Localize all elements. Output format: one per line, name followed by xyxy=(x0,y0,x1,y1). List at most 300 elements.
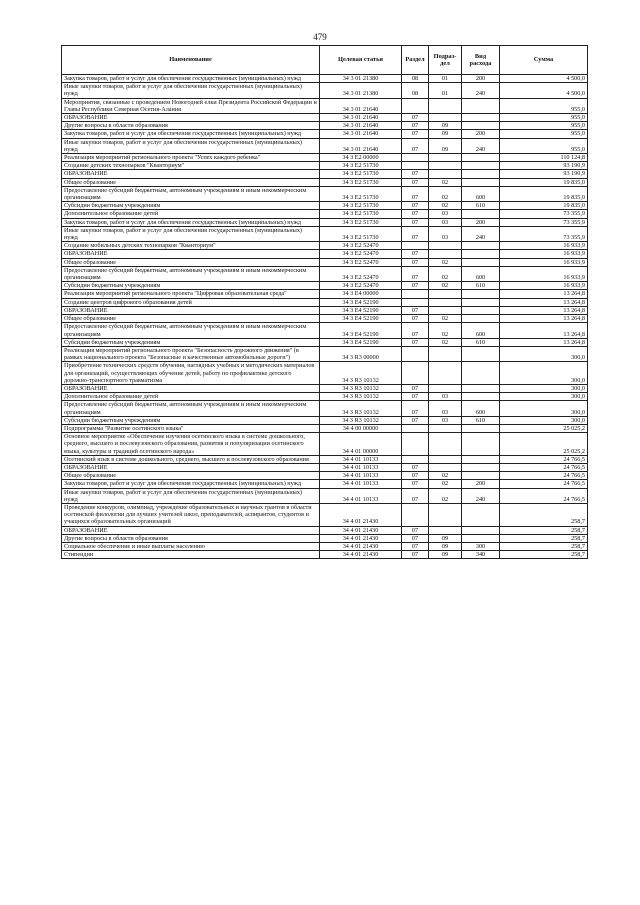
table-row xyxy=(62,526,588,534)
table-row xyxy=(62,122,588,130)
row-sum: 16 933,9 xyxy=(500,258,588,266)
row-target-article: 34 3 E2 51730 xyxy=(320,186,402,201)
row-section: 07 xyxy=(402,480,429,488)
row-target-article: 34 3 E2 51730 xyxy=(320,218,402,226)
row-expense-type xyxy=(462,162,500,170)
row-target-article: 34 4 01 00000 xyxy=(320,433,402,456)
table-row xyxy=(62,542,588,550)
table-row xyxy=(62,178,588,186)
row-section xyxy=(402,162,429,170)
row-subsection xyxy=(429,433,462,456)
row-expense-type xyxy=(462,526,500,534)
row-expense-type xyxy=(462,534,500,542)
row-section: 07 xyxy=(402,338,429,346)
row-section: 07 xyxy=(402,266,429,281)
row-expense-type xyxy=(462,98,500,113)
row-sum: 24 766,5 xyxy=(500,455,588,463)
row-section: 07 xyxy=(402,178,429,186)
row-target-article: 34 4 01 10133 xyxy=(320,463,402,471)
row-sum: 24 766,5 xyxy=(500,480,588,488)
row-target-article: 34 4 01 21430 xyxy=(320,526,402,534)
row-subsection: 03 xyxy=(429,218,462,226)
row-expense-type: 610 xyxy=(462,202,500,210)
row-sum: 955,0 xyxy=(500,122,588,130)
table-row xyxy=(62,433,588,456)
row-section: 07 xyxy=(402,186,429,201)
row-expense-type xyxy=(462,114,500,122)
row-name: Общее образование xyxy=(62,258,320,266)
row-expense-type: 240 xyxy=(462,138,500,153)
row-sum: 24 766,5 xyxy=(500,463,588,471)
table-row xyxy=(62,266,588,281)
row-expense-type xyxy=(462,122,500,130)
table-row xyxy=(62,186,588,201)
row-name: Создание центров цифрового образования детей xyxy=(62,298,320,306)
table-row xyxy=(62,503,588,526)
row-subsection: 03 xyxy=(429,416,462,424)
row-expense-type xyxy=(462,472,500,480)
row-section: 07 xyxy=(402,551,429,559)
row-section: 07 xyxy=(402,122,429,130)
row-subsection: 01 xyxy=(429,75,462,83)
row-target-article: 34 3 01 21640 xyxy=(320,98,402,113)
row-name: Иные закупки товаров, работ и услуг для обеспечения государственных (муниципальных) нужд xyxy=(62,488,320,503)
row-section xyxy=(402,346,429,361)
row-section: 07 xyxy=(402,258,429,266)
row-expense-type xyxy=(462,258,500,266)
table-row xyxy=(62,170,588,178)
row-expense-type xyxy=(462,315,500,323)
row-section xyxy=(402,503,429,526)
row-name: Предоставление субсидий бюджетным, автономным учреждениям и иным некоммерческим организациям xyxy=(62,266,320,281)
table-row xyxy=(62,290,588,298)
row-section xyxy=(402,98,429,113)
row-name: Дополнительное образование детей xyxy=(62,393,320,401)
row-expense-type: 200 xyxy=(462,218,500,226)
row-target-article: 34 4 01 21430 xyxy=(320,534,402,542)
row-subsection xyxy=(429,346,462,361)
row-sum: 93 190,9 xyxy=(500,162,588,170)
row-subsection xyxy=(429,298,462,306)
row-name: Реализация мероприятий регионального проекта "Безопасность дорожного движения" (в рамках национального проекта "Безопасные и качественные автомобильные дороги") xyxy=(62,346,320,361)
row-name: Подпрограмма "Развитие осетинского языка" xyxy=(62,424,320,432)
row-sum: 300,0 xyxy=(500,346,588,361)
row-name: Закупка товаров, работ и услуг для обеспечения государственных (муниципальных) нужд xyxy=(62,130,320,138)
table-row xyxy=(62,463,588,471)
row-name: ОБРАЗОВАНИЕ xyxy=(62,384,320,392)
row-subsection xyxy=(429,250,462,258)
row-name: Закупка товаров, работ и услуг для обеспечения государственных (муниципальных) нужд xyxy=(62,480,320,488)
row-subsection: 02 xyxy=(429,488,462,503)
row-subsection: 02 xyxy=(429,472,462,480)
row-section xyxy=(402,290,429,298)
row-expense-type: 600 xyxy=(462,323,500,338)
row-name: ОБРАЗОВАНИЕ xyxy=(62,306,320,314)
row-sum: 300,0 xyxy=(500,393,588,401)
row-subsection: 01 xyxy=(429,83,462,98)
row-sum: 258,7 xyxy=(500,551,588,559)
row-name: Субсидии бюджетным учреждениям xyxy=(62,338,320,346)
row-name: Субсидии бюджетным учреждениям xyxy=(62,202,320,210)
row-name: Приобретение технических средств обучения, наглядных учебных и методических материалов для организаций, осуществляющих обучение детей, работу по профилактике детского дорожно-транспортного травматизма xyxy=(62,362,320,385)
row-target-article: 34 3 E2 00000 xyxy=(320,154,402,162)
row-expense-type: 600 xyxy=(462,401,500,416)
row-target-article: 34 3 E2 52470 xyxy=(320,282,402,290)
row-name: ОБРАЗОВАНИЕ xyxy=(62,526,320,534)
table-header-row xyxy=(62,46,588,75)
row-target-article: 34 3 R3 10132 xyxy=(320,416,402,424)
row-target-article: 34 3 E2 52470 xyxy=(320,266,402,281)
row-sum: 258,7 xyxy=(500,503,588,526)
row-subsection: 02 xyxy=(429,202,462,210)
table-row xyxy=(62,202,588,210)
row-target-article: 34 3 E2 51730 xyxy=(320,178,402,186)
row-name: Осетинский язык в системе дошкольного, среднего, высшего и послевузовского образования xyxy=(62,455,320,463)
header-expense-type: Вид расхода xyxy=(462,46,500,75)
row-sum: 13 264,8 xyxy=(500,306,588,314)
row-sum: 258,7 xyxy=(500,534,588,542)
row-sum: 4 500,0 xyxy=(500,75,588,83)
row-sum: 300,0 xyxy=(500,401,588,416)
row-name: Общее образование xyxy=(62,178,320,186)
row-sum: 16 933,9 xyxy=(500,266,588,281)
row-expense-type xyxy=(462,424,500,432)
table-row xyxy=(62,416,588,424)
row-section xyxy=(402,424,429,432)
row-subsection: 02 xyxy=(429,178,462,186)
row-subsection xyxy=(429,455,462,463)
row-name: Создание детских технопарков "Кванториум" xyxy=(62,162,320,170)
row-expense-type xyxy=(462,178,500,186)
row-expense-type xyxy=(462,242,500,250)
row-sum: 19 835,0 xyxy=(500,178,588,186)
table-row xyxy=(62,424,588,432)
table-row xyxy=(62,75,588,83)
row-expense-type xyxy=(462,154,500,162)
row-target-article: 34 3 E4 52190 xyxy=(320,298,402,306)
row-section xyxy=(402,298,429,306)
table-body xyxy=(62,75,588,559)
header-name: Наименование xyxy=(62,46,320,75)
row-section: 07 xyxy=(402,401,429,416)
row-expense-type xyxy=(462,170,500,178)
row-sum: 300,0 xyxy=(500,416,588,424)
row-target-article: 34 4 00 00000 xyxy=(320,424,402,432)
row-name: Другие вопросы в области образования xyxy=(62,534,320,542)
row-expense-type xyxy=(462,250,500,258)
row-subsection xyxy=(429,154,462,162)
row-section: 07 xyxy=(402,472,429,480)
row-subsection: 09 xyxy=(429,534,462,542)
row-expense-type: 240 xyxy=(462,226,500,241)
row-target-article: 34 3 01 21640 xyxy=(320,130,402,138)
row-name: Мероприятия, связанные с проведением Новогодней елки Президента Российской Федерации и Главы Республики Северная Осетия-Алания xyxy=(62,98,320,113)
table-row xyxy=(62,306,588,314)
row-subsection: 09 xyxy=(429,138,462,153)
row-section: 07 xyxy=(402,130,429,138)
table-row xyxy=(62,98,588,113)
table-row xyxy=(62,242,588,250)
row-name: ОБРАЗОВАНИЕ xyxy=(62,170,320,178)
table-row xyxy=(62,250,588,258)
row-subsection xyxy=(429,114,462,122)
row-expense-type: 610 xyxy=(462,338,500,346)
row-subsection: 02 xyxy=(429,323,462,338)
row-section: 07 xyxy=(402,526,429,534)
row-target-article: 34 4 01 21430 xyxy=(320,503,402,526)
header-target-article: Целевая статья xyxy=(320,46,402,75)
row-subsection: 03 xyxy=(429,401,462,416)
row-sum: 16 933,9 xyxy=(500,242,588,250)
row-expense-type: 600 xyxy=(462,186,500,201)
table-row xyxy=(62,162,588,170)
row-section: 07 xyxy=(402,210,429,218)
row-name: Другие вопросы в области образования xyxy=(62,122,320,130)
row-section: 07 xyxy=(402,323,429,338)
row-subsection xyxy=(429,503,462,526)
row-name: Предоставление субсидий бюджетным, автономным учреждениям и иным некоммерческим организациям xyxy=(62,401,320,416)
row-subsection xyxy=(429,290,462,298)
row-subsection: 02 xyxy=(429,186,462,201)
row-expense-type xyxy=(462,210,500,218)
table-row xyxy=(62,298,588,306)
table-row xyxy=(62,346,588,361)
row-name: Реализация мероприятий регионального проекта "Успех каждого ребенка" xyxy=(62,154,320,162)
row-sum: 93 190,9 xyxy=(500,170,588,178)
row-name: ОБРАЗОВАНИЕ xyxy=(62,114,320,122)
row-sum: 300,0 xyxy=(500,362,588,385)
table-row xyxy=(62,218,588,226)
row-name: Субсидии бюджетным учреждениям xyxy=(62,416,320,424)
row-target-article: 34 3 E2 51730 xyxy=(320,162,402,170)
row-subsection xyxy=(429,362,462,385)
row-section: 07 xyxy=(402,463,429,471)
row-section: 08 xyxy=(402,83,429,98)
row-subsection xyxy=(429,162,462,170)
row-expense-type xyxy=(462,463,500,471)
row-section: 07 xyxy=(402,393,429,401)
row-subsection xyxy=(429,98,462,113)
table-row xyxy=(62,138,588,153)
row-name: ОБРАЗОВАНИЕ xyxy=(62,250,320,258)
row-sum: 13 264,8 xyxy=(500,338,588,346)
table-row xyxy=(62,130,588,138)
table-row xyxy=(62,488,588,503)
row-target-article: 34 3 E2 52470 xyxy=(320,250,402,258)
row-section xyxy=(402,242,429,250)
table-row xyxy=(62,282,588,290)
row-name: Общее образование xyxy=(62,472,320,480)
row-section: 07 xyxy=(402,138,429,153)
table-row xyxy=(62,154,588,162)
table-row xyxy=(62,455,588,463)
row-section: 07 xyxy=(402,384,429,392)
row-target-article: 34 3 E2 52470 xyxy=(320,258,402,266)
row-sum: 13 264,8 xyxy=(500,298,588,306)
row-sum: 25 025,2 xyxy=(500,424,588,432)
row-target-article: 34 3 R3 10132 xyxy=(320,401,402,416)
row-name: Создание мобильных детских технопарков "Кванториум" xyxy=(62,242,320,250)
row-sum: 24 766,5 xyxy=(500,488,588,503)
row-sum: 73 355,9 xyxy=(500,210,588,218)
row-subsection: 02 xyxy=(429,315,462,323)
row-sum: 19 835,0 xyxy=(500,202,588,210)
row-section: 07 xyxy=(402,282,429,290)
row-sum: 24 766,5 xyxy=(500,472,588,480)
row-subsection xyxy=(429,242,462,250)
row-name: Стипендии xyxy=(62,551,320,559)
row-subsection: 02 xyxy=(429,282,462,290)
row-expense-type xyxy=(462,393,500,401)
header-section: Раздел xyxy=(402,46,429,75)
row-target-article: 34 3 E4 52190 xyxy=(320,315,402,323)
table-row xyxy=(62,472,588,480)
row-section: 07 xyxy=(402,202,429,210)
row-expense-type xyxy=(462,433,500,456)
table-row xyxy=(62,258,588,266)
row-target-article: 34 3 E4 52190 xyxy=(320,338,402,346)
row-subsection: 03 xyxy=(429,210,462,218)
table-row xyxy=(62,393,588,401)
row-target-article: 34 3 R3 10132 xyxy=(320,384,402,392)
row-expense-type: 600 xyxy=(462,266,500,281)
table-row xyxy=(62,384,588,392)
row-target-article: 34 3 R3 10132 xyxy=(320,362,402,385)
row-subsection: 02 xyxy=(429,338,462,346)
row-section: 07 xyxy=(402,315,429,323)
row-section: 07 xyxy=(402,306,429,314)
row-sum: 16 933,9 xyxy=(500,250,588,258)
table-row xyxy=(62,338,588,346)
row-name: Реализация мероприятий регионального проекта "Цифровая образовательная среда" xyxy=(62,290,320,298)
row-sum: 13 264,8 xyxy=(500,315,588,323)
table-row xyxy=(62,551,588,559)
row-section xyxy=(402,362,429,385)
row-target-article: 34 3 E2 51730 xyxy=(320,202,402,210)
row-subsection xyxy=(429,526,462,534)
row-subsection: 09 xyxy=(429,122,462,130)
row-target-article: 34 3 E4 52190 xyxy=(320,323,402,338)
table-row xyxy=(62,210,588,218)
row-sum: 19 835,0 xyxy=(500,186,588,201)
row-expense-type: 200 xyxy=(462,480,500,488)
row-subsection: 03 xyxy=(429,226,462,241)
row-subsection: 02 xyxy=(429,266,462,281)
row-subsection xyxy=(429,306,462,314)
row-expense-type xyxy=(462,384,500,392)
page-number: 479 xyxy=(313,32,327,42)
row-subsection: 02 xyxy=(429,258,462,266)
row-sum: 955,0 xyxy=(500,114,588,122)
row-expense-type xyxy=(462,306,500,314)
row-target-article: 34 3 R3 10132 xyxy=(320,393,402,401)
budget-table xyxy=(61,45,588,559)
row-target-article: 34 4 01 21430 xyxy=(320,542,402,550)
row-expense-type: 300 xyxy=(462,542,500,550)
row-target-article: 34 3 01 21380 xyxy=(320,83,402,98)
table-row xyxy=(62,362,588,385)
row-sum: 13 264,8 xyxy=(500,323,588,338)
row-expense-type xyxy=(462,455,500,463)
row-name: Иные закупки товаров, работ и услуг для обеспечения государственных (муниципальных) нужд xyxy=(62,138,320,153)
row-section: 08 xyxy=(402,75,429,83)
row-name: Иные закупки товаров, работ и услуг для обеспечения государственных (муниципальных) нужд xyxy=(62,226,320,241)
table-row xyxy=(62,226,588,241)
row-sum: 16 933,9 xyxy=(500,282,588,290)
row-subsection: 09 xyxy=(429,130,462,138)
row-section xyxy=(402,433,429,456)
row-target-article: 34 3 01 21640 xyxy=(320,114,402,122)
row-expense-type: 610 xyxy=(462,282,500,290)
row-subsection xyxy=(429,384,462,392)
row-expense-type: 240 xyxy=(462,83,500,98)
row-name: Закупка товаров, работ и услуг для обеспечения государственных (муниципальных) нужд xyxy=(62,218,320,226)
table-row xyxy=(62,534,588,542)
row-target-article: 34 4 01 10133 xyxy=(320,472,402,480)
row-target-article: 34 3 E2 51730 xyxy=(320,226,402,241)
row-section xyxy=(402,455,429,463)
row-subsection: 03 xyxy=(429,393,462,401)
header-subsection: Подраз- дел xyxy=(429,46,462,75)
row-target-article: 34 4 01 10133 xyxy=(320,488,402,503)
row-section: 07 xyxy=(402,534,429,542)
row-sum: 25 025,2 xyxy=(500,433,588,456)
row-target-article: 34 3 E2 51730 xyxy=(320,210,402,218)
row-target-article: 34 3 01 21640 xyxy=(320,138,402,153)
row-target-article: 34 3 E4 52190 xyxy=(320,306,402,314)
row-section: 07 xyxy=(402,542,429,550)
header-sum: Сумма xyxy=(500,46,588,75)
row-sum: 4 500,0 xyxy=(500,83,588,98)
row-expense-type: 200 xyxy=(462,75,500,83)
row-expense-type: 340 xyxy=(462,551,500,559)
table-row xyxy=(62,323,588,338)
table-row xyxy=(62,401,588,416)
row-name: Закупка товаров, работ и услуг для обеспечения государственных (муниципальных) нужд xyxy=(62,75,320,83)
row-target-article: 34 3 E4 00000 xyxy=(320,290,402,298)
row-target-article: 34 3 E2 51730 xyxy=(320,170,402,178)
row-name: Общее образование xyxy=(62,315,320,323)
row-target-article: 34 4 01 10133 xyxy=(320,455,402,463)
row-section: 07 xyxy=(402,218,429,226)
row-name: Иные закупки товаров, работ и услуг для обеспечения государственных (муниципальных) нужд xyxy=(62,83,320,98)
row-sum: 955,0 xyxy=(500,130,588,138)
row-name: Субсидии бюджетным учреждениям xyxy=(62,282,320,290)
row-section: 07 xyxy=(402,416,429,424)
row-subsection xyxy=(429,424,462,432)
row-subsection: 09 xyxy=(429,542,462,550)
row-sum: 300,0 xyxy=(500,384,588,392)
row-sum: 13 264,8 xyxy=(500,290,588,298)
row-expense-type: 610 xyxy=(462,416,500,424)
row-name: Предоставление субсидий бюджетным, автономным учреждениям и иным некоммерческим организациям xyxy=(62,186,320,201)
row-section: 07 xyxy=(402,488,429,503)
row-section: 07 xyxy=(402,226,429,241)
row-target-article: 34 3 E2 52470 xyxy=(320,242,402,250)
row-section: 07 xyxy=(402,114,429,122)
row-name: Предоставление субсидий бюджетным, автономным учреждениям и иным некоммерческим организациям xyxy=(62,323,320,338)
row-section: 07 xyxy=(402,250,429,258)
row-subsection xyxy=(429,463,462,471)
row-subsection: 02 xyxy=(429,480,462,488)
row-target-article: 34 3 01 21640 xyxy=(320,122,402,130)
row-expense-type xyxy=(462,362,500,385)
row-sum: 955,0 xyxy=(500,98,588,113)
table-row xyxy=(62,114,588,122)
row-target-article: 34 3 01 21380 xyxy=(320,75,402,83)
row-expense-type xyxy=(462,503,500,526)
row-sum: 258,7 xyxy=(500,526,588,534)
